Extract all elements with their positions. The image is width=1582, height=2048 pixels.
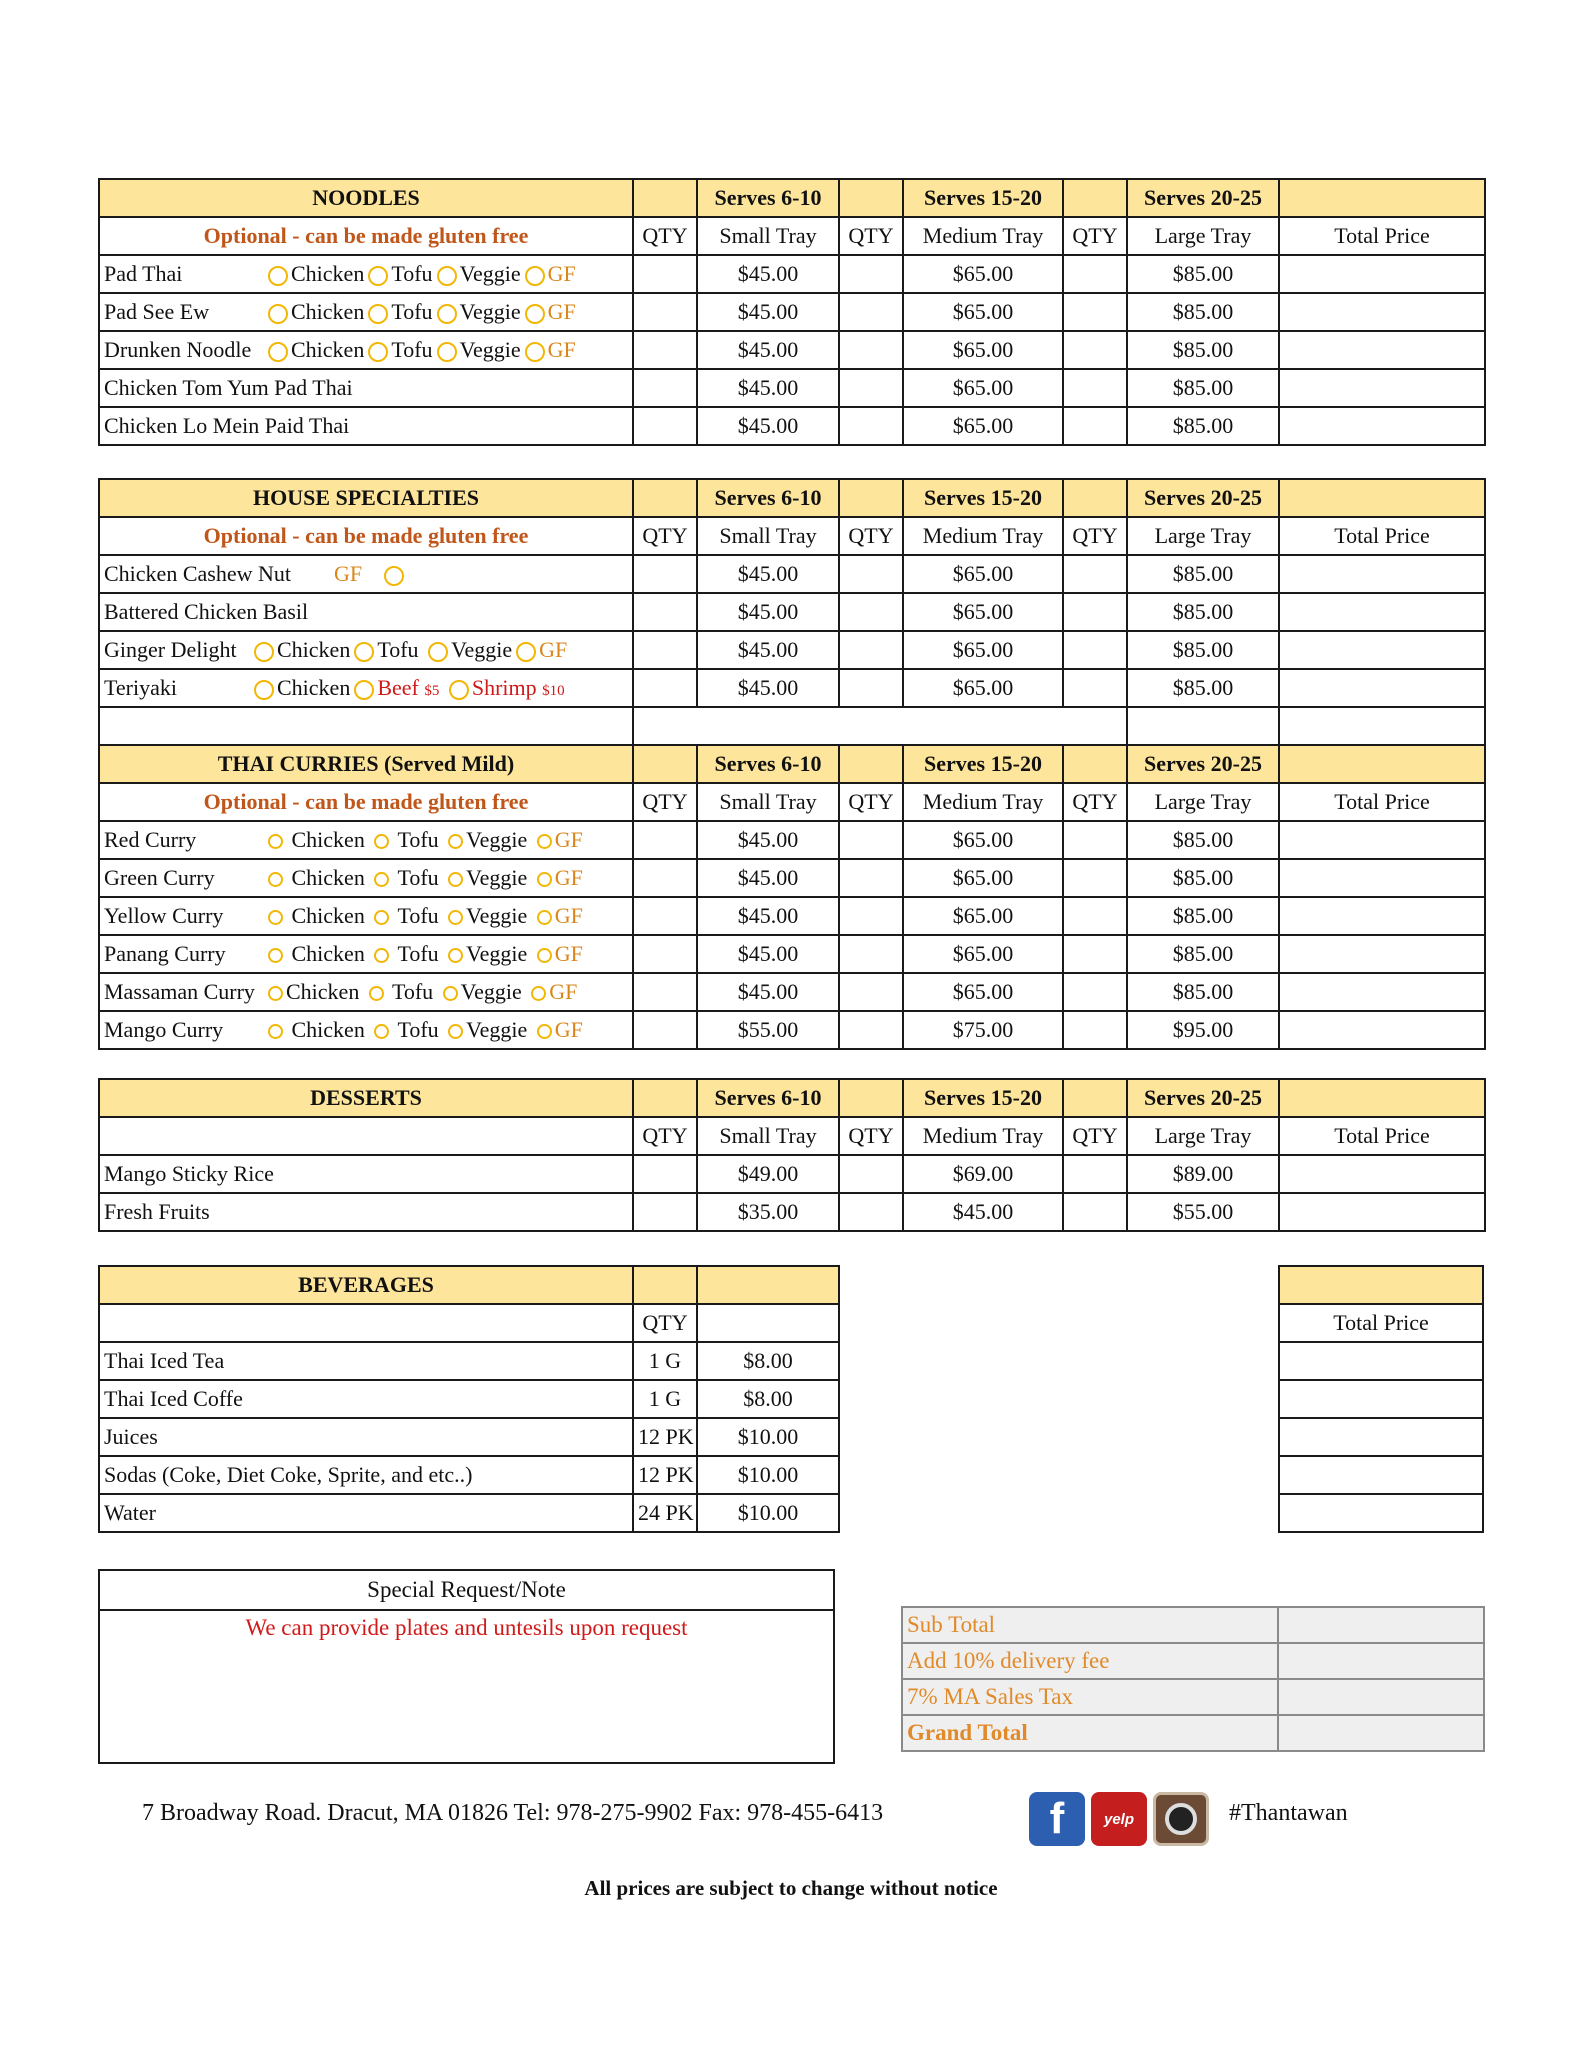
total-price-cell[interactable]: [1279, 973, 1485, 1011]
table-row: Massaman Curry Chicken Tofu Veggie GF $45.00 $65.00 $85.00: [99, 973, 1485, 1011]
gf-option-radio[interactable]: [516, 642, 536, 662]
qty-input[interactable]: [633, 973, 697, 1011]
curries-subheader-row: Optional - can be made gluten free QTY Small Tray QTY Medium Tray QTY Large Tray Total Price: [99, 783, 1485, 821]
small-price: $45.00: [697, 407, 839, 445]
table-row: Drunken Noodle Chicken Tofu Veggie GF $45.00 $65.00 $85.00: [99, 331, 1485, 369]
small-tray-header: Small Tray: [697, 217, 839, 255]
item-name: Pad Thai: [104, 261, 183, 286]
qty-input[interactable]: [1063, 1155, 1127, 1193]
total-price-cell[interactable]: [1279, 631, 1485, 669]
totals-box: [901, 1606, 1485, 1752]
qty-input[interactable]: [839, 293, 903, 331]
total-price-cell[interactable]: [1279, 1155, 1485, 1193]
item-name: Battered Chicken Basil: [99, 593, 633, 631]
table-row: Thai Iced Tea 1 G $8.00: [99, 1342, 839, 1380]
total-price-cell[interactable]: [1279, 897, 1485, 935]
house-subheader-row: Optional - can be made gluten free QTY Small Tray QTY Medium Tray QTY Large Tray Total Price: [99, 517, 1485, 555]
qty-input[interactable]: [633, 255, 697, 293]
sales-tax-value[interactable]: [1278, 1679, 1484, 1715]
qty-input[interactable]: [633, 593, 697, 631]
item-name: Green Curry: [104, 865, 215, 890]
qty-input[interactable]: [1063, 973, 1127, 1011]
table-row: Ginger Delight Chicken Tofu Veggie GF $45.00 $65.00 $85.00: [99, 631, 1485, 669]
tofu-option-radio[interactable]: [374, 948, 389, 963]
chicken-option-radio[interactable]: [268, 986, 283, 1001]
delivery-fee-value[interactable]: [1278, 1643, 1484, 1679]
gf-option-radio[interactable]: [525, 342, 545, 362]
item-name: Ginger Delight: [104, 637, 237, 662]
table-row: Panang Curry Chicken Tofu Veggie GF $45.00 $65.00 $85.00: [99, 935, 1485, 973]
total-price-cell[interactable]: [1279, 1193, 1485, 1231]
qty-input[interactable]: [839, 669, 903, 707]
chicken-option-radio[interactable]: [268, 266, 288, 286]
noodles-header-row: [99, 179, 1485, 217]
tofu-option-radio[interactable]: [368, 342, 388, 362]
noodles-title: NOODLES: [99, 179, 633, 217]
qty-input[interactable]: [839, 1193, 903, 1231]
item-name: Sodas (Coke, Diet Coke, Sprite, and etc..): [99, 1456, 633, 1494]
total-price-header: Total Price: [1279, 1304, 1483, 1342]
tofu-option-radio[interactable]: [368, 266, 388, 286]
price-disclaimer: All prices are subject to change without notice: [584, 1876, 998, 1900]
table-row: Fresh Fruits $35.00 $45.00 $55.00: [99, 1193, 1485, 1231]
grand-total-value[interactable]: [1278, 1715, 1484, 1751]
beverages-title: BEVERAGES: [99, 1266, 633, 1304]
unit-size: 12 PK: [633, 1418, 697, 1456]
item-name: Panang Curry: [104, 941, 226, 966]
medium-price: $65.00: [903, 407, 1063, 445]
qty-input[interactable]: [633, 669, 697, 707]
large-price: $85.00: [1127, 369, 1279, 407]
total-price-cell[interactable]: [1279, 331, 1485, 369]
qty-input[interactable]: [1063, 935, 1127, 973]
house-header-row: HOUSE SPECIALTIES Serves 6-10 Serves 15-20 Serves 20-25: [99, 479, 1485, 517]
beverages-header-row: [99, 1266, 839, 1304]
qty-input[interactable]: [1063, 331, 1127, 369]
special-request-note: We can provide plates and untesils upon request: [245, 1615, 688, 1640]
total-price-cell[interactable]: [1279, 1342, 1483, 1380]
facebook-icon[interactable]: f: [1029, 1792, 1085, 1846]
subtotal-label: Sub Total: [902, 1607, 1278, 1643]
tofu-option-radio[interactable]: [374, 834, 389, 849]
qty-input[interactable]: [1063, 897, 1127, 935]
noodles-subheader-row: [99, 217, 1485, 255]
large-price: $85.00: [1127, 255, 1279, 293]
item-name: Water: [99, 1494, 633, 1532]
serves-large: Serves 20-25: [1127, 179, 1279, 217]
chicken-option-radio[interactable]: [268, 910, 283, 925]
item-name: Mango Sticky Rice: [99, 1155, 633, 1193]
special-request-title: Special Request/Note: [99, 1570, 834, 1610]
table-row: [99, 407, 1485, 445]
qty-input[interactable]: [633, 897, 697, 935]
desserts-title: DESSERTS: [99, 1079, 633, 1117]
item-name: Mango Curry: [104, 1017, 224, 1042]
qty-input[interactable]: [633, 1193, 697, 1231]
serves-small: Serves 6-10: [697, 179, 839, 217]
qty-input[interactable]: [839, 593, 903, 631]
qty-input[interactable]: [633, 935, 697, 973]
social-links: [1029, 1792, 1209, 1846]
item-name: Massaman Curry: [104, 979, 255, 1004]
item-name: Juices: [99, 1418, 633, 1456]
serves-medium: Serves 15-20: [903, 179, 1063, 217]
qty-input[interactable]: [633, 1155, 697, 1193]
desserts-subheader-row: QTY Small Tray QTY Medium Tray QTY Large Tray Total Price: [99, 1117, 1485, 1155]
total-price-cell[interactable]: [1279, 407, 1485, 445]
grand-total-label: Grand Total: [902, 1715, 1278, 1751]
veggie-option-radio[interactable]: [437, 342, 457, 362]
table-row: Battered Chicken Basil $45.00 $65.00 $85.00: [99, 593, 1485, 631]
large-tray-header: Large Tray: [1127, 217, 1279, 255]
total-price-cell[interactable]: [1279, 935, 1485, 973]
qty-input[interactable]: [633, 859, 697, 897]
qty-input[interactable]: [633, 293, 697, 331]
table-row: [99, 369, 1485, 407]
total-price-cell[interactable]: [1279, 1456, 1483, 1494]
total-price-cell[interactable]: [1279, 293, 1485, 331]
gf-option-radio[interactable]: [537, 872, 552, 887]
item-name: Chicken Tom Yum Pad Thai: [99, 369, 633, 407]
qty-input[interactable]: [1063, 669, 1127, 707]
unit-size: 24 PK: [633, 1494, 697, 1532]
qty-input[interactable]: [839, 331, 903, 369]
qty-input[interactable]: [839, 973, 903, 1011]
total-price-cell[interactable]: [1279, 1418, 1483, 1456]
special-request-box: [98, 1569, 835, 1764]
total-price-cell[interactable]: [1279, 369, 1485, 407]
subtotal-value[interactable]: [1278, 1607, 1484, 1643]
qty-input[interactable]: [633, 555, 697, 593]
yelp-icon[interactable]: yelp: [1091, 1792, 1147, 1846]
total-price-cell[interactable]: [1279, 1011, 1485, 1049]
table-row: Sodas (Coke, Diet Coke, Sprite, and etc..) 12 PK $10.00: [99, 1456, 839, 1494]
gf-option-radio[interactable]: [384, 566, 404, 586]
small-price: $45.00: [697, 331, 839, 369]
qty-header: QTY: [1063, 217, 1127, 255]
gf-option-radio[interactable]: [537, 1024, 552, 1039]
chicken-option-radio[interactable]: [268, 872, 283, 887]
qty-input[interactable]: [1063, 407, 1127, 445]
unit-size: 12 PK: [633, 1456, 697, 1494]
table-row: Thai Iced Coffe 1 G $8.00: [99, 1380, 839, 1418]
veggie-option-radio[interactable]: [437, 304, 457, 324]
chicken-option-radio[interactable]: [254, 642, 274, 662]
total-price-cell[interactable]: [1279, 1380, 1483, 1418]
small-price: $45.00: [697, 369, 839, 407]
table-row: Mango Curry Chicken Tofu Veggie GF $55.00 $75.00 $95.00: [99, 1011, 1485, 1049]
table-row: Red Curry Chicken Tofu Veggie GF $45.00 $65.00 $85.00: [99, 821, 1485, 859]
qty-input[interactable]: [839, 555, 903, 593]
curries-header-row: THAI CURRIES (Served Mild) Serves 6-10 Serves 15-20 Serves 20-25: [99, 745, 1485, 783]
large-price: $85.00: [1127, 331, 1279, 369]
curries-title: THAI CURRIES (Served Mild): [99, 745, 633, 783]
item-name: Chicken Lo Mein Paid Thai: [99, 407, 633, 445]
gf-option-radio[interactable]: [531, 986, 546, 1001]
qty-header: QTY: [839, 217, 903, 255]
chicken-option-radio[interactable]: [268, 1024, 283, 1039]
qty-header: QTY: [633, 217, 697, 255]
table-row: Yellow Curry Chicken Tofu Veggie GF $45.00 $65.00 $85.00: [99, 897, 1485, 935]
total-price-cell[interactable]: [1279, 255, 1485, 293]
qty-input[interactable]: [839, 821, 903, 859]
table-row: Teriyaki Chicken Beef $5 Shrimp $10 $45.00 $65.00 $85.00: [99, 669, 1485, 707]
gf-option-radio[interactable]: [525, 304, 545, 324]
qty-input[interactable]: [839, 935, 903, 973]
medium-price: $65.00: [903, 369, 1063, 407]
total-price-cell[interactable]: [1279, 593, 1485, 631]
qty-input[interactable]: [839, 897, 903, 935]
item-name: Thai Iced Tea: [99, 1342, 633, 1380]
qty-input[interactable]: [633, 407, 697, 445]
total-price-header: Total Price: [1279, 217, 1485, 255]
qty-input[interactable]: [1063, 293, 1127, 331]
instagram-icon[interactable]: [1153, 1792, 1209, 1846]
veggie-option-radio[interactable]: [448, 1024, 463, 1039]
spacer-row: [99, 707, 1485, 745]
qty-input[interactable]: [839, 407, 903, 445]
medium-tray-header: Medium Tray: [903, 217, 1063, 255]
qty-input[interactable]: [633, 631, 697, 669]
item-name: Thai Iced Coffe: [99, 1380, 633, 1418]
veggie-option-radio[interactable]: [428, 642, 448, 662]
total-price-cell[interactable]: [1279, 821, 1485, 859]
gf-option-radio[interactable]: [525, 266, 545, 286]
chicken-option-radio[interactable]: [268, 304, 288, 324]
tofu-option-radio[interactable]: [374, 872, 389, 887]
tofu-option-radio[interactable]: [354, 642, 374, 662]
table-row: Mango Sticky Rice $49.00 $69.00 $89.00: [99, 1155, 1485, 1193]
qty-input[interactable]: [633, 331, 697, 369]
qty-input[interactable]: [1063, 255, 1127, 293]
large-price: $85.00: [1127, 407, 1279, 445]
large-price: $85.00: [1127, 293, 1279, 331]
special-request-field[interactable]: [99, 1610, 834, 1763]
item-name: Red Curry: [104, 827, 197, 852]
gf-option-radio[interactable]: [537, 948, 552, 963]
qty-input[interactable]: [1063, 555, 1127, 593]
qty-input[interactable]: [839, 1011, 903, 1049]
veggie-option-radio[interactable]: [448, 948, 463, 963]
veggie-option-radio[interactable]: [448, 910, 463, 925]
tofu-option-radio[interactable]: [368, 304, 388, 324]
desserts-table: [98, 1078, 1486, 1232]
beverages-total-table: [1278, 1265, 1484, 1533]
hashtag: #Thantawan: [1229, 1800, 1348, 1826]
chicken-option-radio[interactable]: [268, 948, 283, 963]
tofu-option-radio[interactable]: [369, 986, 384, 1001]
total-price-cell[interactable]: [1279, 1494, 1483, 1532]
table-row: Juices 12 PK $10.00: [99, 1418, 839, 1456]
qty-input[interactable]: [839, 255, 903, 293]
beverages-table: BEVERAGES QTY Thai Iced Tea 1 G $8.00 Thai Iced Coffe 1 G $8.00 Juices 12 PK $10.00 Sodas (Coke, Diet Coke, Sprite, and etc..) 12 PK $10.00 Water 24 PK $10.00: [98, 1265, 840, 1533]
delivery-fee-label: Add 10% delivery fee: [902, 1643, 1278, 1679]
chicken-option-radio[interactable]: [254, 680, 274, 700]
house-curries-table: [98, 478, 1486, 1050]
qty-input[interactable]: [633, 821, 697, 859]
optional-gluten-free: Optional - can be made gluten free: [99, 217, 633, 255]
sales-tax-label: 7% MA Sales Tax: [902, 1679, 1278, 1715]
qty-input[interactable]: [633, 1011, 697, 1049]
table-row: Chicken Cashew Nut GF $45.00 $65.00 $85.00: [99, 555, 1485, 593]
table-row: Green Curry Chicken Tofu Veggie GF $45.00 $65.00 $85.00: [99, 859, 1485, 897]
veggie-option-radio[interactable]: [437, 266, 457, 286]
qty-input[interactable]: [633, 369, 697, 407]
qty-input[interactable]: [1063, 1193, 1127, 1231]
house-title: HOUSE SPECIALTIES: [99, 479, 633, 517]
medium-price: $65.00: [903, 255, 1063, 293]
qty-input[interactable]: [1063, 859, 1127, 897]
qty-input[interactable]: [1063, 369, 1127, 407]
beef-option-radio[interactable]: [354, 680, 374, 700]
medium-price: $65.00: [903, 293, 1063, 331]
qty-input[interactable]: [839, 369, 903, 407]
table-row: Pad Thai Chicken Tofu Veggie GF $45.00 $65.00 $85.00: [99, 255, 1485, 293]
unit-size: 1 G: [633, 1380, 697, 1418]
qty-input[interactable]: [1063, 821, 1127, 859]
veggie-option-radio[interactable]: [443, 986, 458, 1001]
gf-option-radio[interactable]: [537, 910, 552, 925]
noodles-table: [98, 178, 1486, 446]
item-name: Drunken Noodle: [104, 337, 252, 362]
tofu-option-radio[interactable]: [374, 910, 389, 925]
desserts-header-row: DESSERTS Serves 6-10 Serves 15-20 Serves 20-25: [99, 1079, 1485, 1117]
veggie-option-radio[interactable]: [448, 872, 463, 887]
shrimp-option-radio[interactable]: [449, 680, 469, 700]
total-price-cell[interactable]: [1279, 859, 1485, 897]
small-price: $45.00: [697, 255, 839, 293]
gf-option-radio[interactable]: [537, 834, 552, 849]
chicken-option-radio[interactable]: [268, 834, 283, 849]
item-name: Teriyaki: [104, 675, 177, 700]
chicken-option-radio[interactable]: [268, 342, 288, 362]
qty-input[interactable]: [1063, 593, 1127, 631]
qty-input[interactable]: [1063, 1011, 1127, 1049]
item-name: Chicken Cashew Nut: [104, 561, 291, 586]
qty-input[interactable]: [1063, 631, 1127, 669]
item-name: Pad See Ew: [104, 299, 210, 324]
qty-input[interactable]: [839, 1155, 903, 1193]
total-price-cell[interactable]: [1279, 555, 1485, 593]
tofu-option-radio[interactable]: [374, 1024, 389, 1039]
table-row: Pad See Ew Chicken Tofu Veggie GF $45.00 $65.00 $85.00: [99, 293, 1485, 331]
veggie-option-radio[interactable]: [448, 834, 463, 849]
small-price: $45.00: [697, 293, 839, 331]
table-row: Water 24 PK $10.00: [99, 1494, 839, 1532]
contact-info: 7 Broadway Road. Dracut, MA 01826 Tel: 978-275-9902 Fax: 978-455-6413: [142, 1800, 884, 1826]
item-name: Fresh Fruits: [99, 1193, 633, 1231]
qty-input[interactable]: [839, 859, 903, 897]
unit-size: 1 G: [633, 1342, 697, 1380]
qty-input[interactable]: [839, 631, 903, 669]
total-price-cell[interactable]: [1279, 669, 1485, 707]
medium-price: $65.00: [903, 331, 1063, 369]
item-name: Yellow Curry: [104, 903, 224, 928]
